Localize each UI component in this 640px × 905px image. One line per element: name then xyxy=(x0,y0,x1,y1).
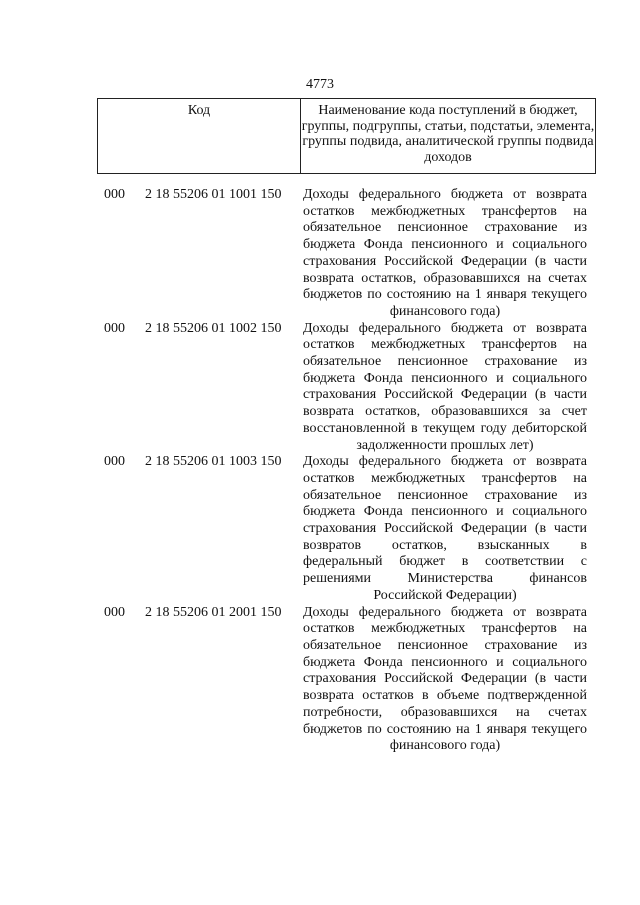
income-code: 2 18 55206 01 2001 150 xyxy=(145,604,282,620)
income-code: 2 18 55206 01 1002 150 xyxy=(145,320,282,336)
page-number: 4773 xyxy=(306,77,334,92)
income-code-list xyxy=(0,187,640,755)
header-code-column: Код xyxy=(98,99,301,173)
header-name-column: Наименование кода поступлений в бюджет, группы, подгруппы, статьи, подстатьи, элемента, группы подвида, аналитической группы подвида доходов xyxy=(301,103,595,165)
admin-code: 000 xyxy=(104,320,125,336)
table-header xyxy=(97,98,596,174)
income-description: Доходы федерального бюджета от возврата остатков межбюджетных трансфертов на обязательное пенсионное страхование из бюджета Фонда пенсионного и социального страхования Российской Федерации (в части возврата остатков в объеме подтвержденной потребности, образовавшихся на счетах бюджетов по состоянию на 1 января текущего финансового года) xyxy=(303,604,587,754)
table-row xyxy=(0,321,640,455)
income-code: 2 18 55206 01 1003 150 xyxy=(145,454,282,470)
admin-code: 000 xyxy=(104,187,125,202)
table-row xyxy=(0,605,640,755)
income-description: Доходы федерального бюджета от возврата остатков межбюджетных трансфертов на обязательное пенсионное страхование из бюджета Фонда пенсионного и социального страхования Российской Федерации (в части возврата остатков, образовавшихся за счет восстановленной в текущем году дебиторской задолженности прошлых лет) xyxy=(303,320,587,453)
income-description: Доходы федерального бюджета от возврата остатков межбюджетных трансфертов на обязательное пенсионное страхование из бюджета Фонда пенсионного и социального страхования Российской Федерации (в части возвратов остатков, взысканных в федеральный бюджет в соответствии с решениями Министерства финансов Российской Федерации) xyxy=(303,454,587,603)
table-row xyxy=(0,187,640,321)
admin-code: 000 xyxy=(104,604,125,620)
admin-code: 000 xyxy=(104,454,125,470)
income-code: 2 18 55206 01 1001 150 xyxy=(145,187,282,202)
income-description: Доходы федерального бюджета от возврата остатков межбюджетных трансфертов на обязательное пенсионное страхование из бюджета Фонда пенсионного и социального страхования Российской Федерации (в части возврата остатков, образовавшихся на счетах бюджетов по состоянию на 1 января текущего финансового года) xyxy=(303,187,587,319)
table-row xyxy=(0,454,640,604)
